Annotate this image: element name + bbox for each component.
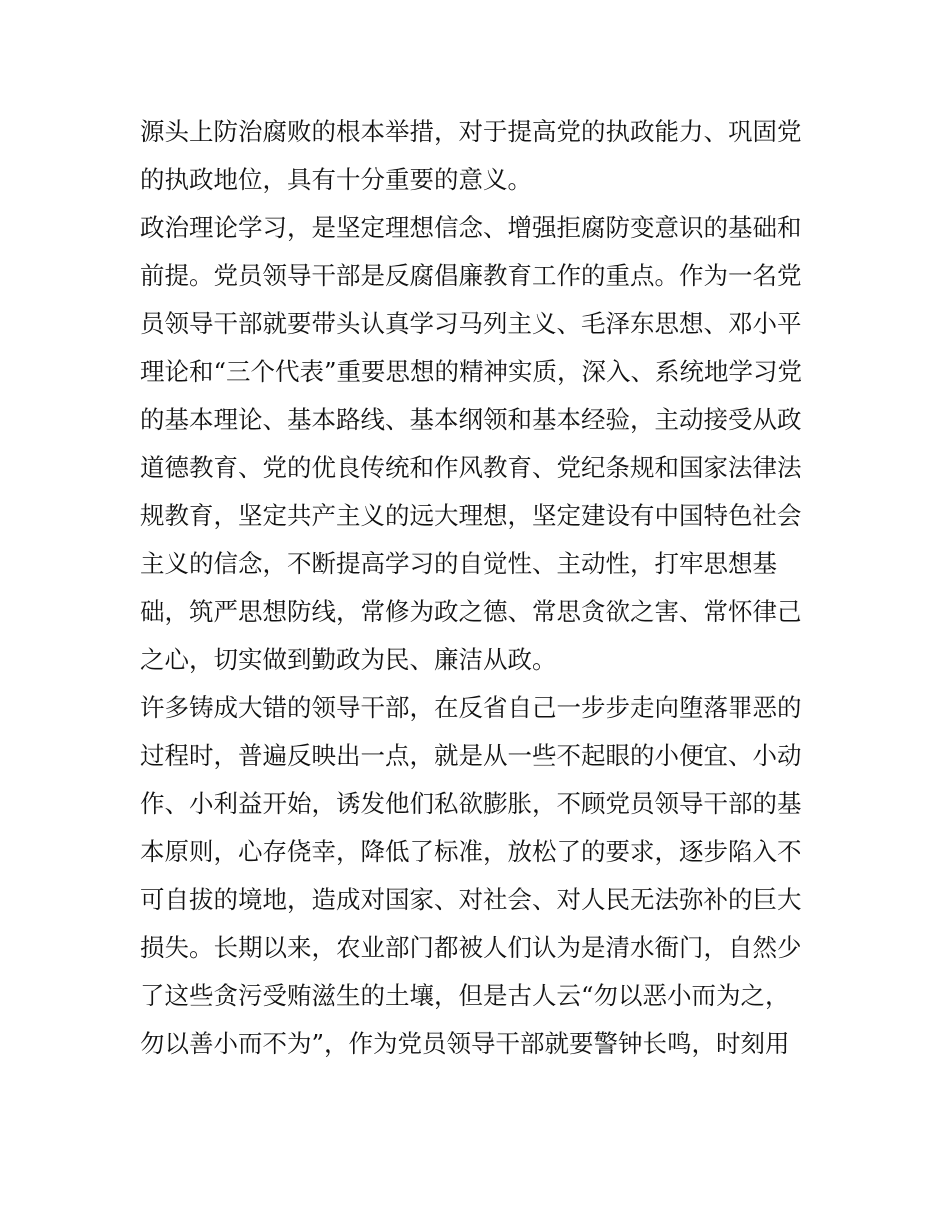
text-line: 理论和“三个代表”重要思想的精神实质，深入、系统地学习党 xyxy=(140,357,803,386)
text-line: 之心，切实做到勤政为民、廉洁从政。 xyxy=(140,645,557,674)
text-line: 道德教育、党的优良传统和作风教育、党纪条规和国家法律法 xyxy=(140,453,802,482)
text-line: 勿以善小而不为”，作为党员领导干部就要警钟长鸣，时刻用 xyxy=(140,1029,790,1058)
text-line: 许多铸成大错的领导干部，在反省自己一步步走向堕落罪恶的 xyxy=(140,693,802,722)
text-line: 前提。党员领导干部是反腐倡廉教育工作的重点。作为一名党 xyxy=(140,261,802,290)
text-line: 规教育，坚定共产主义的远大理想，坚定建设有中国特色社会 xyxy=(140,501,802,530)
body-text xyxy=(140,108,820,1068)
text-line: 了这些贪污受贿滋生的土壤，但是古人云“勿以恶小而为之， xyxy=(140,981,790,1010)
text-line: 本原则，心存侥幸，降低了标准，放松了的要求，逐步陷入不 xyxy=(140,837,802,866)
text-line: 的执政地位，具有十分重要的意义。 xyxy=(140,165,532,194)
text-line: 的基本理论、基本路线、基本纲领和基本经验，主动接受从政 xyxy=(140,405,802,434)
text-line: 础，筑严思想防线，常修为政之德、常思贪欲之害、常怀律己 xyxy=(140,597,802,626)
text-line: 可自拔的境地，造成对国家、对社会、对人民无法弥补的巨大 xyxy=(140,885,802,914)
text-line: 政治理论学习，是坚定理想信念、增强拒腐防变意识的基础和 xyxy=(140,213,802,242)
text-line: 主义的信念，不断提高学习的自觉性、主动性，打牢思想基 xyxy=(140,549,777,578)
text-line: 过程时，普遍反映出一点，就是从一些不起眼的小便宜、小动 xyxy=(140,741,802,770)
text-line: 员领导干部就要带头认真学习马列主义、毛泽东思想、邓小平 xyxy=(140,309,802,338)
text-line: 损失。长期以来，农业部门都被人们认为是清水衙门，自然少 xyxy=(140,933,802,962)
text-line: 作、小利益开始，诱发他们私欲膨胀，不顾党员领导干部的基 xyxy=(140,789,802,818)
text-line: 源头上防治腐败的根本举措，对于提高党的执政能力、巩固党 xyxy=(140,117,802,146)
